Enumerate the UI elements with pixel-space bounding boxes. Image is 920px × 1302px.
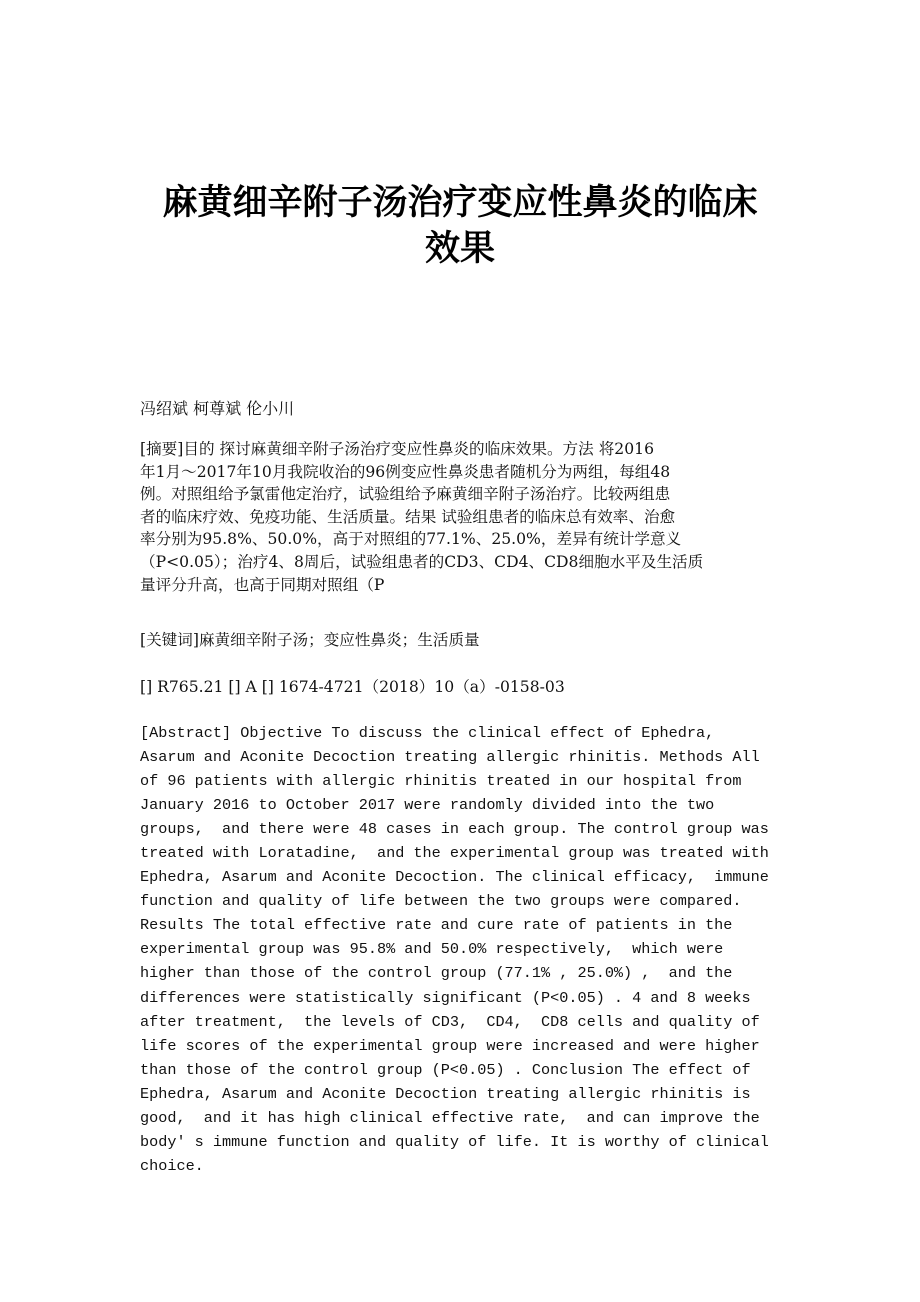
abstract-line: 年1月～2017年10月我院收治的96例变应性鼻炎患者随机分为两组，每组48	[140, 462, 671, 481]
abstract-en-line: body' s immune function and quality of life. It is worthy of clinical	[140, 1132, 769, 1151]
abstract-line: [摘要]目的 探讨麻黄细辛附子汤治疗变应性鼻炎的临床效果。方法 将2016	[140, 440, 654, 458]
abstract-english	[140, 721, 769, 1178]
abstract-en-line: January 2016 to October 2017 were randomly divided into the two	[140, 796, 715, 815]
title-line: 效果	[424, 229, 495, 269]
abstract-en-line: Ephedra, Asarum and Aconite Decoction treating allergic rhinitis is	[140, 1084, 751, 1103]
abstract-en-line: choice.	[140, 1156, 204, 1175]
abstract-en-line: differences were statistically significant (P<0.05) . 4 and 8 weeks	[140, 988, 751, 1007]
abstract-en-line: experimental group was 95.8% and 50.0% respectively, which were	[140, 940, 724, 959]
abstract-en-line: Asarum and Aconite Decoction treating allergic rhinitis. Methods All	[140, 748, 760, 767]
abstract-line: （P<0.05）；治疗4、8周后，试验组患者的CD3、CD4、CD8细胞水平及生活质	[140, 552, 704, 571]
keywords	[140, 629, 480, 652]
abstract-en-line: higher than those of the control group (77.1% , 25.0%) , and the	[140, 964, 733, 983]
abstract-en-line: of 96 patients with allergic rhinitis treated in our hospital from	[140, 772, 742, 791]
classification-text: [] R765.21 [] A [] 1674-4721（2018）10（a）-0158-03	[140, 678, 565, 696]
abstract-en-line: life scores of the experimental group were increased and were higher	[140, 1036, 760, 1055]
abstract-en-line: Results The total effective rate and cure rate of patients in the	[140, 916, 733, 935]
abstract-en-line: than those of the control group (P<0.05) . Conclusion The effect of	[140, 1060, 751, 1079]
abstract-line: 率分别为95.8%、50.0%，高于对照组的77.1%、25.0%，差异有统计学意义	[140, 530, 682, 549]
title-line: 麻黄细辛附子汤治疗变应性鼻炎的临床	[162, 183, 758, 223]
abstract-en-line: after treatment, the levels of CD3, CD4, CD8 cells and quality of	[140, 1012, 760, 1031]
abstract-line: 例。对照组给予氯雷他定治疗，试验组给予麻黄细辛附子汤治疗。比较两组患	[140, 485, 671, 504]
abstract-en-line: function and quality of life between the two groups were compared.	[140, 892, 742, 911]
authors: 冯绍斌 柯尊斌 伦小川	[140, 399, 295, 418]
keywords-text: [关键词]麻黄细辛附子汤；变应性鼻炎；生活质量	[140, 631, 480, 649]
abstract-en-line: groups, and there were 48 cases in each group. The control group was	[140, 820, 769, 839]
abstract-en-line: [Abstract] Objective To discuss the clinical effect of Ephedra,	[140, 724, 715, 742]
abstract-line: 者的临床疗效、免疫功能、生活质量。结果 试验组患者的临床总有效率、治愈	[140, 507, 676, 526]
abstract-en-line: Ephedra, Asarum and Aconite Decoction. The clinical efficacy, immune	[140, 868, 769, 887]
abstract-en-line: treated with Loratadine, and the experimental group was treated with	[140, 844, 769, 863]
abstract-chinese	[140, 438, 703, 596]
abstract-line: 量评分升高，也高于同期对照组（P	[140, 575, 385, 594]
abstract-en-line: good, and it has high clinical effective rate, and can improve the	[140, 1108, 760, 1127]
classification-info	[140, 676, 565, 699]
document-title	[0, 180, 920, 272]
